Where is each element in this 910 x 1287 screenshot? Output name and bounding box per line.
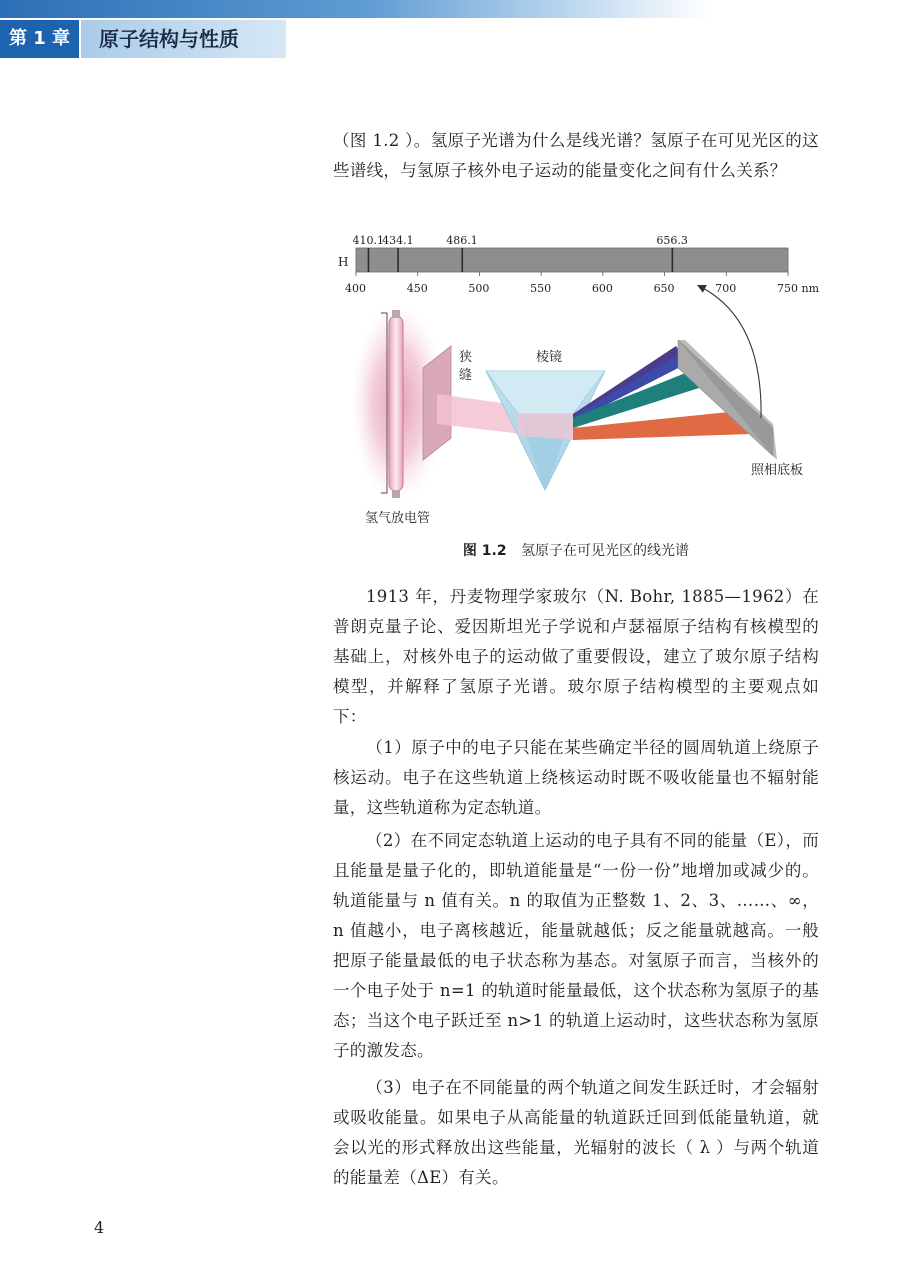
chapter-title: 原子结构与性质 <box>99 27 239 51</box>
figure-caption-number: 图 1.2 <box>462 543 507 559</box>
spectrum-bar <box>338 234 820 295</box>
paragraph-point-3-text: （3）电子在不同能量的两个轨道之间发生跃迁时，才会辐射或吸收能量。如果电子从高能量的轨道跃迁回到低能量轨道，就会以光的形式释放出这些能量，光辐射的波长（ λ ）与两个轨道的能量差（ΔE）有关。 <box>333 1078 819 1187</box>
axis-tick-label: 550 <box>530 282 552 295</box>
spectral-line-label: 656.3 <box>656 234 688 247</box>
paragraph-point-2-text: （2）在不同定态轨道上运动的电子具有不同的能量（E），而且能量是量子化的，即轨道能量是“一份一份”地增加或减少的。轨道能量与 n 值有关。n 的取值为正整数 1、2、3、……、∞，n 值越小，电子离核越近，能量就越低；反之能量就越高。一般把原子能量最低的电子状态称为基态。对氢原子而言，当核外的一个电子处于 n=1 的轨道时能量最低，这个状态称为氢原子的基态；当这个电子跃迁至 n>1 的轨道上运动时，这些状态称为氢原子的激发态。 <box>333 831 819 1060</box>
paragraph-point-1 <box>333 733 819 823</box>
paragraph-bohr <box>333 582 819 732</box>
paragraph-point-1-text: （1）原子中的电子只能在某些确定半径的圆周轨道上绕原子核运动。电子在这些轨道上绕核运动时既不吸收能量也不辐射能量，这些轨道称为定态轨道。 <box>333 738 819 817</box>
paragraph-intro: （图 1.2 ）。氢原子光谱为什么是线光谱？氢原子在可见光区的这些谱线，与氢原子核外电子运动的能量变化之间有什么关系？ <box>333 131 819 180</box>
page-number: 4 <box>94 1218 105 1237</box>
tube-label: 氢气放电管 <box>365 511 431 526</box>
axis-tick-label: 450 <box>406 282 428 295</box>
plate-label: 照相底板 <box>751 463 804 478</box>
chapter-title-box <box>81 20 286 58</box>
spectral-line-label: 434.1 <box>382 234 414 247</box>
prism-label: 棱镜 <box>536 350 563 365</box>
slit-label-2: 缝 <box>459 368 473 383</box>
axis-tick-label: 500 <box>468 282 490 295</box>
figure-caption <box>333 540 819 560</box>
slit-label-1: 狭 <box>459 350 473 365</box>
paragraph-point-2 <box>333 826 819 1066</box>
photographic-plate <box>678 340 803 478</box>
axis-tick-label: 750 nm <box>777 282 820 295</box>
spectral-line-label: 486.1 <box>446 234 478 247</box>
axis-tick-label: 650 <box>653 282 675 295</box>
paragraph-point-3 <box>333 1073 819 1193</box>
element-label: H <box>338 255 349 269</box>
header-gradient-bar <box>0 0 910 18</box>
axis-tick-label: 700 <box>715 282 737 295</box>
spectral-line-label: 410.1 <box>352 234 384 247</box>
paragraph-bohr-text: 1913 年，丹麦物理学家玻尔（N. Bohr, 1885—1962）在普朗克量子论、爱因斯坦光子学说和卢瑟福原子结构有核模型的基础上，对核外电子的运动做了重要假设，建立了玻尔原子结构模型，并解释了氢原子光谱。玻尔原子结构模型的主要观点如下： <box>333 587 819 726</box>
axis-tick-label: 600 <box>591 282 613 295</box>
axis-tick-label: 400 <box>345 282 366 295</box>
figure-hydrogen-spectrum <box>333 228 833 528</box>
chapter-badge: 第 1 章 <box>0 20 79 58</box>
figure-caption-text: 氢原子在可见光区的线光谱 <box>521 543 690 559</box>
